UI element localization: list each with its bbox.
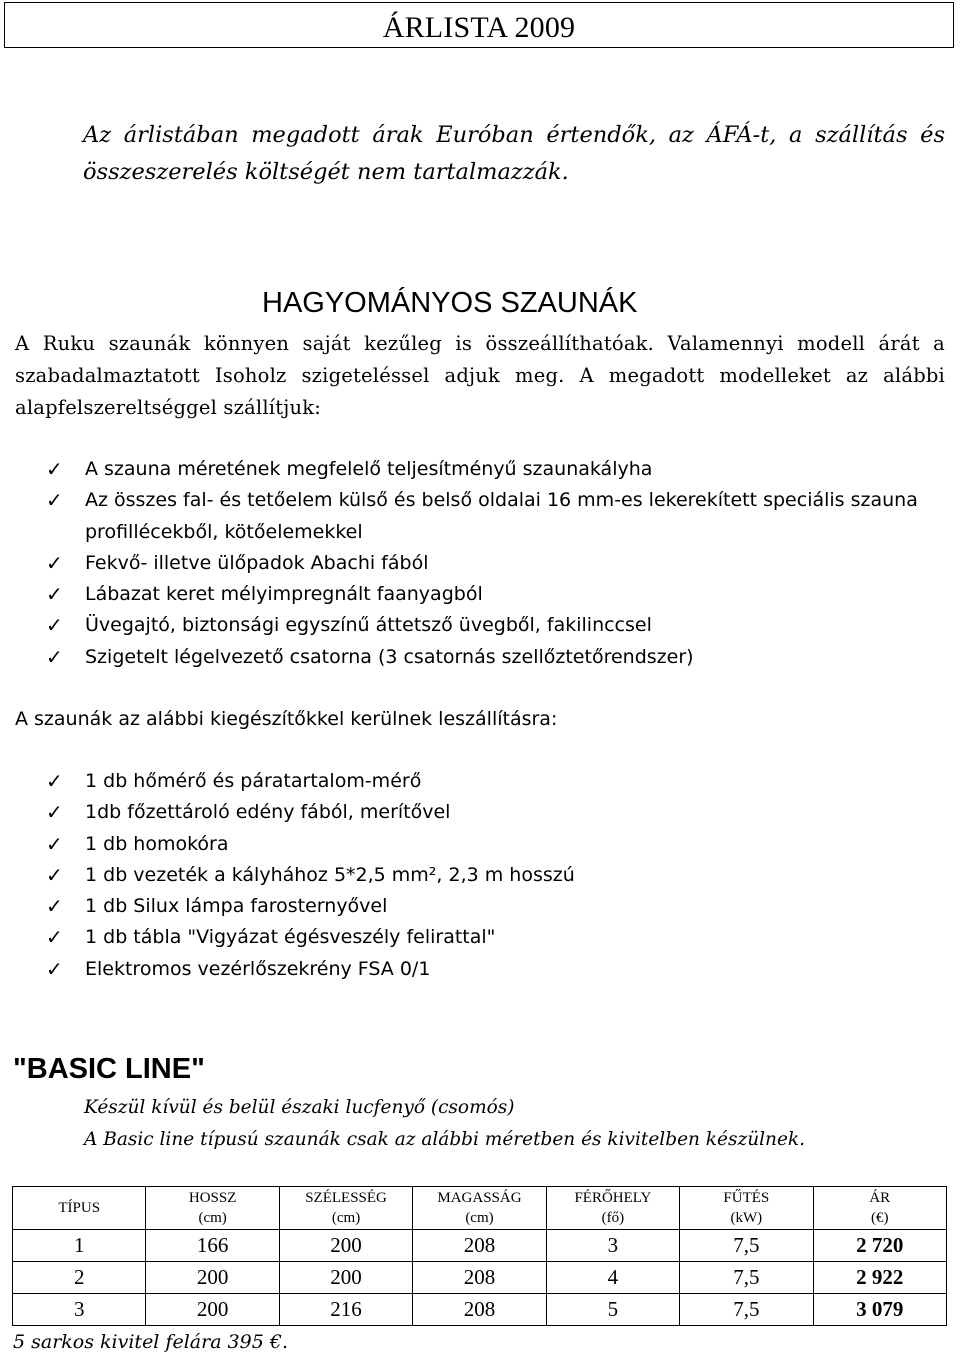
checkmark-icon: ✓ bbox=[46, 613, 63, 638]
feature-text: Lábazat keret mélyimpregnált faanyagból bbox=[85, 583, 483, 606]
cell-capacity: 3 bbox=[546, 1230, 679, 1262]
cell-heating: 7,5 bbox=[680, 1230, 813, 1262]
cell-type: 3 bbox=[13, 1294, 146, 1326]
accessory-text: Elektromos vezérlőszekrény FSA 0/1 bbox=[85, 957, 431, 980]
basic-line-note: A Basic line típusú szaunák csak az alábbi méretben és kivitelben készülnek. bbox=[84, 1129, 805, 1150]
feature-text: Szigetelt légelvezető csatorna (3 csatornás szellőztetőrendszer) bbox=[85, 645, 694, 668]
list-item bbox=[0, 922, 945, 953]
intro-note: Az árlistában megadott árak Euróban értendők, az ÁFÁ-t, a szállítás és összeszerelés költségét nem tartalmazzák. bbox=[83, 122, 945, 185]
list-item bbox=[0, 766, 945, 797]
list-item bbox=[0, 891, 945, 922]
table-header-row bbox=[13, 1187, 947, 1230]
cell-width: 200 bbox=[279, 1230, 412, 1262]
list-item bbox=[0, 642, 945, 673]
accessory-text: 1 db hőmérő és páratartalom-mérő bbox=[85, 770, 422, 792]
cell-heating: 7,5 bbox=[680, 1294, 813, 1326]
column-header: ÁR (€) bbox=[813, 1187, 946, 1230]
checkmark-icon: ✓ bbox=[46, 956, 63, 981]
cell-type: 1 bbox=[13, 1230, 146, 1262]
cell-capacity: 5 bbox=[546, 1294, 679, 1326]
checkmark-icon: ✓ bbox=[46, 644, 63, 669]
checkmark-icon: ✓ bbox=[46, 925, 63, 950]
accessory-text: 1 db vezeték a kályhához 5*2,5 mm², 2,3 m hosszú bbox=[85, 863, 575, 886]
checkmark-icon: ✓ bbox=[46, 800, 63, 825]
checkmark-icon: ✓ bbox=[46, 769, 63, 793]
cell-height: 208 bbox=[413, 1230, 546, 1262]
section-heading-basic-line: "BASIC LINE" bbox=[13, 1053, 205, 1085]
table-row bbox=[13, 1294, 947, 1326]
price-table bbox=[12, 1186, 947, 1326]
section-heading-traditional: HAGYOMÁNYOS SZAUNÁK bbox=[262, 287, 638, 319]
cell-price: 2 720 bbox=[813, 1230, 946, 1262]
list-item bbox=[0, 954, 945, 985]
table-row bbox=[13, 1230, 947, 1262]
list-item bbox=[0, 579, 945, 610]
accessory-text: 1 db homokóra bbox=[85, 832, 229, 855]
traditional-description: A Ruku szaunák könnyen saját kezűleg is összeállíthatóak. Valamennyi modell árát a szabadalmaztatott Isoholz szigeteléssel adjuk meg. A megadott modelleket az alábbi alapfelszereltséggel szállítjuk: bbox=[15, 332, 945, 419]
column-header: MAGASSÁG (cm) bbox=[413, 1187, 546, 1230]
cell-height: 208 bbox=[413, 1262, 546, 1294]
accessory-text: 1 db Silux lámpa farosternyővel bbox=[85, 895, 388, 918]
accessory-text: 1 db tábla "Vigyázat égésveszély felirattal" bbox=[85, 926, 496, 949]
table-row bbox=[13, 1262, 947, 1294]
list-item bbox=[0, 829, 945, 860]
feature-list bbox=[0, 454, 945, 673]
list-item bbox=[0, 454, 945, 485]
accessories-intro: A szaunák az alábbi kiegészítőkkel kerülnek leszállításra: bbox=[15, 708, 558, 730]
document-title: ÁRLISTA 2009 bbox=[382, 11, 576, 44]
basic-line-material: Készül kívül és belül északi lucfenyő (csomós) bbox=[84, 1097, 515, 1118]
column-header: FŰTÉS (kW) bbox=[680, 1187, 813, 1230]
checkmark-icon: ✓ bbox=[46, 550, 63, 575]
accessory-list bbox=[0, 766, 945, 985]
checkmark-icon: ✓ bbox=[46, 582, 63, 607]
column-header: SZÉLESSÉG (cm) bbox=[279, 1187, 412, 1230]
cell-length: 166 bbox=[146, 1230, 279, 1262]
checkmark-icon: ✓ bbox=[46, 457, 63, 481]
feature-text: Fekvő- illetve ülőpadok Abachi fából bbox=[85, 551, 429, 574]
feature-text: A szauna méretének megfelelő teljesítményű szaunakályha bbox=[85, 458, 653, 480]
column-header: TÍPUS bbox=[13, 1187, 146, 1230]
checkmark-icon: ✓ bbox=[46, 831, 63, 856]
feature-text: Üvegajtó, biztonsági egyszínű áttetsző üvegből, fakilinccsel bbox=[85, 614, 652, 637]
cell-heating: 7,5 bbox=[680, 1262, 813, 1294]
column-header: FÉRŐHELY (fő) bbox=[546, 1187, 679, 1230]
list-item bbox=[0, 610, 945, 641]
cell-length: 200 bbox=[146, 1262, 279, 1294]
cell-capacity: 4 bbox=[546, 1262, 679, 1294]
list-item bbox=[0, 548, 945, 579]
footnote-surcharge: 5 sarkos kivitel felára 395 €. bbox=[13, 1331, 288, 1353]
list-item bbox=[0, 860, 945, 891]
list-item bbox=[0, 797, 945, 828]
feature-text: Az összes fal- és tetőelem külső és belső oldalai 16 mm-es lekerekített speciális szauna profillécekből, kötőelemekkel bbox=[85, 489, 918, 543]
list-item bbox=[0, 485, 945, 548]
cell-price: 2 922 bbox=[813, 1262, 946, 1294]
title-box bbox=[4, 2, 954, 48]
cell-length: 200 bbox=[146, 1294, 279, 1326]
checkmark-icon: ✓ bbox=[46, 862, 63, 887]
cell-width: 216 bbox=[279, 1294, 412, 1326]
checkmark-icon: ✓ bbox=[46, 894, 63, 919]
accessory-text: 1db főzettároló edény fából, merítővel bbox=[85, 801, 451, 824]
cell-height: 208 bbox=[413, 1294, 546, 1326]
cell-width: 200 bbox=[279, 1262, 412, 1294]
column-header: HOSSZ (cm) bbox=[146, 1187, 279, 1230]
cell-price: 3 079 bbox=[813, 1294, 946, 1326]
checkmark-icon: ✓ bbox=[46, 488, 63, 513]
cell-type: 2 bbox=[13, 1262, 146, 1294]
